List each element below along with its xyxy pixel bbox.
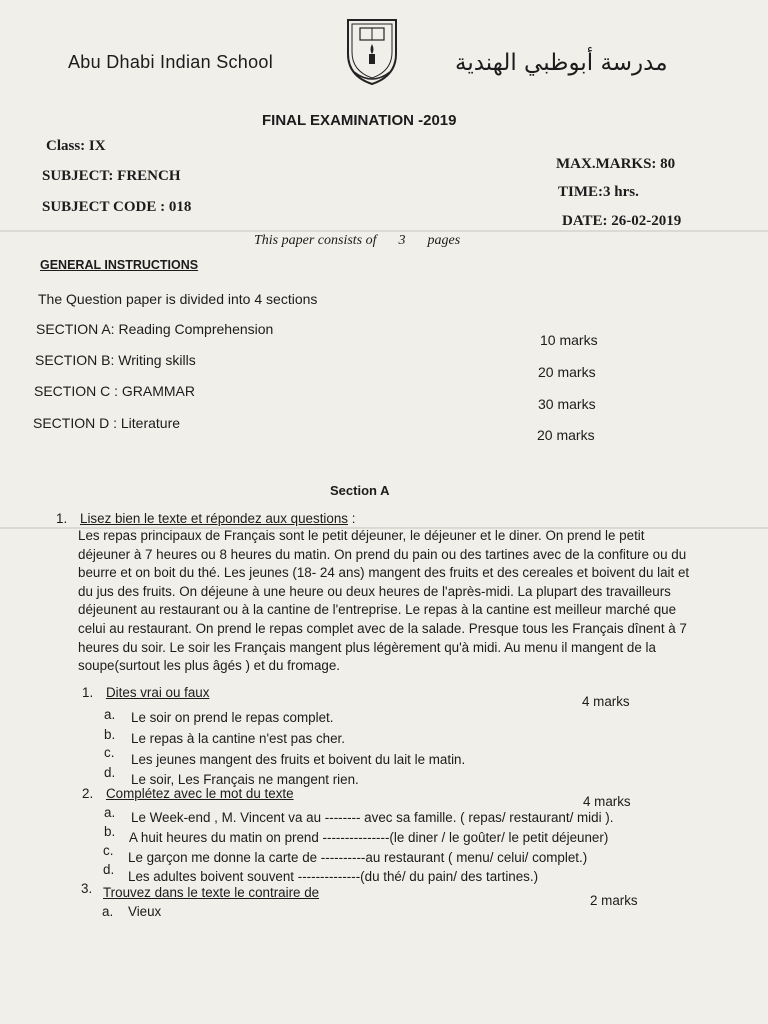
- question-1-colon: :: [351, 511, 356, 526]
- subquestion-2-number: 2.: [82, 786, 94, 801]
- item-letter: d.: [103, 862, 115, 877]
- item-letter: b.: [104, 824, 116, 839]
- item-letter: b.: [104, 727, 116, 742]
- item-text: Le soir on prend le repas complet.: [131, 710, 334, 725]
- date-label: DATE: 26-02-2019: [562, 213, 682, 229]
- school-crest-icon: [344, 16, 400, 88]
- item-text: Le garçon me donne la carte de ----------au restaurant ( menu/ celui/ complet.): [128, 850, 588, 865]
- pages-info: [254, 233, 460, 249]
- subquestion-1-marks: 4 marks: [582, 694, 630, 709]
- subject-code-label: SUBJECT CODE : 018: [42, 199, 192, 215]
- item-text: Le Week-end , M. Vincent va au -------- avec sa famille. ( repas/ restaurant/ midi ).: [131, 810, 614, 825]
- item-letter: a.: [104, 805, 116, 820]
- exam-title: FINAL EXAMINATION -2019: [262, 112, 457, 129]
- subquestion-3-title: Trouvez dans le texte le contraire de: [103, 885, 320, 900]
- section-b-marks: 20 marks: [538, 364, 596, 380]
- school-name-arabic: مدرسة أبوظبي الهندية: [455, 50, 668, 76]
- subject-label: SUBJECT: FRENCH: [42, 168, 181, 184]
- time-label: TIME:3 hrs.: [558, 184, 639, 200]
- reading-passage: [78, 527, 746, 676]
- item-text: Vieux: [128, 904, 162, 919]
- instructions-intro: The Question paper is divided into 4 sections: [38, 291, 318, 307]
- item-text: Le soir, Les Français ne mangent rien.: [131, 772, 359, 787]
- subquestion-1-number: 1.: [82, 685, 94, 700]
- item-letter: c.: [104, 745, 115, 760]
- item-letter: d.: [104, 765, 116, 780]
- passage-line: beurre et on boit du thé. Les jeunes (18- 24 ans) mangent des fruits et des cereales et boivent du lait et: [78, 565, 690, 581]
- section-b-label: SECTION B: Writing skills: [35, 352, 196, 368]
- section-c-label: SECTION C : GRAMMAR: [34, 383, 196, 399]
- paper-crease: [0, 230, 768, 232]
- passage-line: celui au restaurant. On prend le repas complet avec de la salade. Presque tous les Français dînent à 7: [78, 620, 687, 636]
- item-text: Le repas à la cantine n'est pas cher.: [131, 731, 345, 746]
- passage-line: déjeuner à 7 heures ou 8 heures du matin. On prend du pain ou des tartines avec de la confiture ou du: [78, 546, 687, 562]
- item-letter: a.: [102, 904, 114, 919]
- item-letter: a.: [104, 707, 116, 722]
- item-text: Les adultes boivent souvent --------------(du thé/ du pain/ des tartines.): [128, 869, 539, 884]
- subquestion-3-number: 3.: [81, 881, 93, 896]
- subquestion-1-title: Dites vrai ou faux: [106, 685, 210, 700]
- passage-line: déjeunent au restaurant ou à la cantine de l'entreprise. Le repas à la cantine est meilleur marché que: [78, 602, 677, 618]
- pages-text: This paper consists of: [254, 233, 377, 248]
- question-1-instruction: Lisez bien le texte et répondez aux questions: [80, 511, 348, 526]
- section-a-marks: 10 marks: [540, 332, 598, 348]
- subquestion-2-title: Complétez avec le mot du texte: [106, 786, 294, 801]
- question-1-number: 1.: [56, 511, 68, 526]
- item-text: A huit heures du matin on prend ---------------(le diner / le goûter/ le petit déjeuner): [129, 830, 609, 845]
- class-label: Class: IX: [46, 138, 106, 154]
- passage-line: soupe(surtout les plus âgés ) et du fromage.: [78, 658, 341, 674]
- section-c-marks: 30 marks: [538, 396, 596, 412]
- instructions-heading: GENERAL INSTRUCTIONS: [40, 258, 199, 272]
- school-name-english: Abu Dhabi Indian School: [68, 52, 274, 72]
- subquestion-3-marks: 2 marks: [590, 893, 638, 908]
- question-1-instruction-row: [80, 511, 355, 526]
- pages-word: pages: [427, 233, 461, 248]
- pages-count: 3: [398, 233, 406, 248]
- section-d-label: SECTION D : Literature: [33, 415, 181, 431]
- section-a-title: Section A: [330, 483, 390, 498]
- passage-line: du jus des fruits. On déjeune à une heure ou deux heures de l'après-midi. La plupart des travailleurs: [78, 583, 671, 599]
- passage-line: Les repas principaux de Français sont le petit déjeuner, le déjeuner et le diner. On prend le petit: [78, 528, 645, 543]
- subquestion-2-marks: 4 marks: [583, 794, 631, 809]
- item-text: Les jeunes mangent des fruits et boivent du lait le matin.: [131, 752, 466, 767]
- passage-line: heures du soir. Le soir les Français mangent plus légèrement qu'à midi. Au menu il mangent de la: [78, 639, 656, 655]
- max-marks-label: MAX.MARKS: 80: [556, 156, 676, 172]
- section-a-label: SECTION A: Reading Comprehension: [36, 321, 274, 337]
- section-d-marks: 20 marks: [537, 427, 595, 443]
- item-letter: c.: [103, 843, 114, 858]
